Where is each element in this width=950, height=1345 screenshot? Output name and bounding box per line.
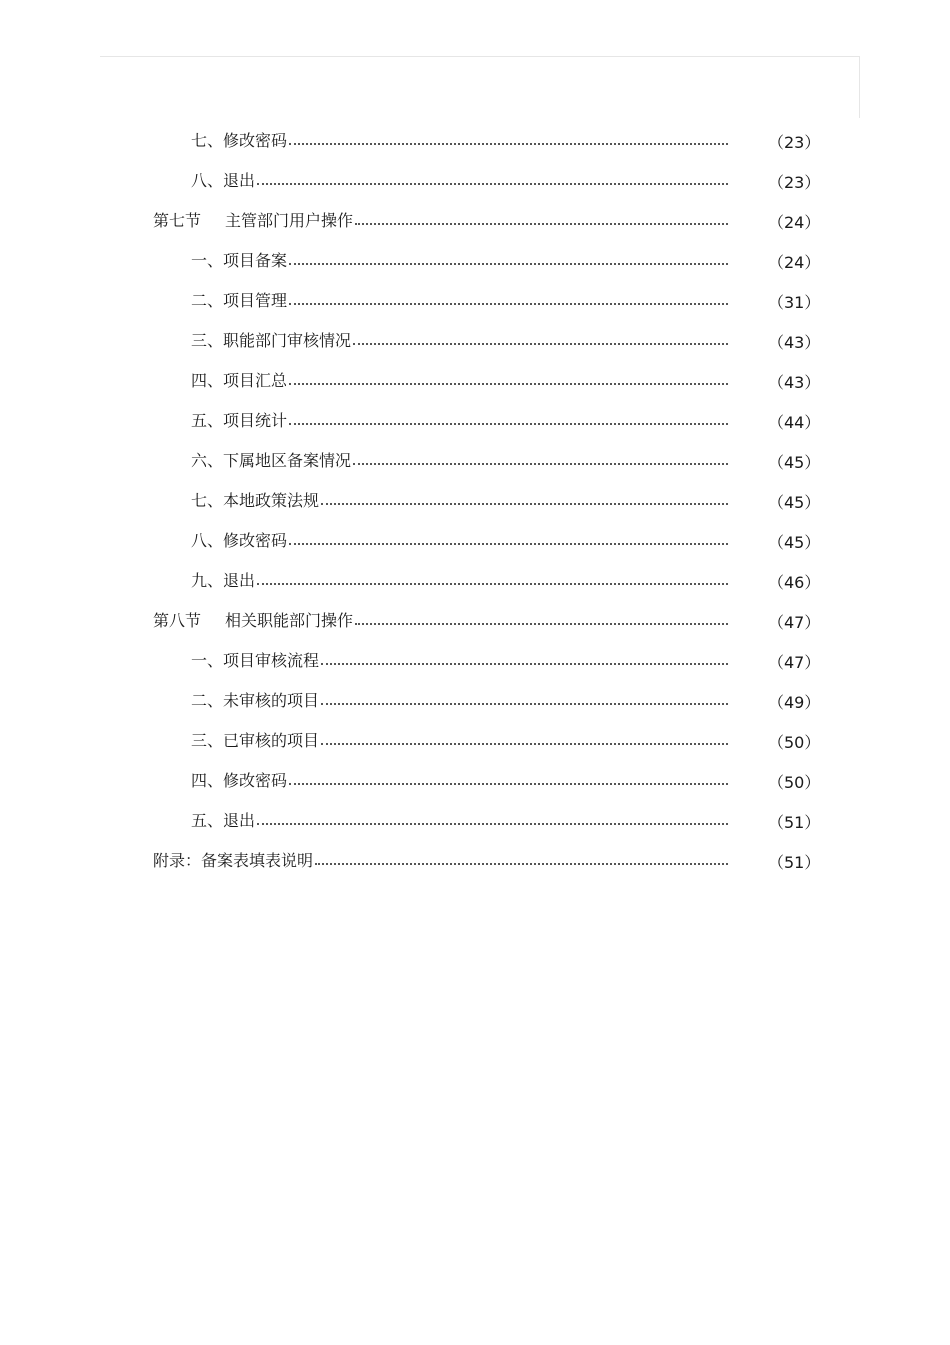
toc-entry-page-number: （43） — [768, 332, 821, 352]
toc-entry-title: 职能部门审核情况 — [223, 331, 352, 350]
toc-entry[interactable] — [191, 561, 255, 601]
toc-entry-number: 八、 — [191, 171, 224, 190]
toc-dot-leader — [353, 343, 728, 345]
toc-entry-number: 三、 — [191, 331, 224, 350]
toc-entry-title: 备案表填表说明 — [201, 851, 314, 870]
toc-entry-page-number: （24） — [768, 252, 821, 272]
toc-entry-number: 附录： — [153, 851, 202, 870]
toc-entry-title: 退出 — [223, 571, 256, 590]
toc-entry-title: 相关职能部门操作 — [225, 611, 354, 630]
toc-entry[interactable] — [191, 521, 287, 561]
toc-entry-page-number: （45） — [768, 492, 821, 512]
toc-entry-page-number: （49） — [768, 692, 821, 712]
toc-dot-leader — [355, 623, 728, 625]
toc-entry-page-number: （47） — [768, 612, 821, 632]
toc-entry-number: 第七节 — [153, 211, 202, 230]
toc-dot-leader — [289, 543, 728, 545]
toc-entry-title: 项目审核流程 — [223, 651, 320, 670]
toc-entry[interactable] — [153, 201, 353, 241]
toc-entry-title: 未审核的项目 — [223, 691, 320, 710]
toc-entry-number: 七、 — [191, 491, 224, 510]
toc-entry-page-number: （23） — [768, 132, 821, 152]
toc-entry-page-number: （47） — [768, 652, 821, 672]
toc-entry[interactable] — [153, 601, 353, 641]
toc-entry-number: 九、 — [191, 571, 224, 590]
toc-dot-leader — [355, 223, 728, 225]
toc-entry[interactable] — [191, 321, 351, 361]
toc-entry-page-number: （50） — [768, 772, 821, 792]
toc-dot-leader — [321, 743, 728, 745]
toc-entry-number: 七、 — [191, 131, 224, 150]
toc-entry-title: 项目统计 — [223, 411, 288, 430]
toc-entry-page-number: （46） — [768, 572, 821, 592]
toc-entry[interactable] — [191, 801, 255, 841]
toc-entry-title: 项目汇总 — [223, 371, 288, 390]
toc-entry[interactable] — [191, 401, 287, 441]
toc-entry[interactable] — [191, 281, 287, 321]
toc-entry-number: 五、 — [191, 411, 224, 430]
toc-entry-number: 一、 — [191, 651, 224, 670]
toc-dot-leader — [289, 383, 728, 385]
toc-entry-number: 五、 — [191, 811, 224, 830]
toc-entry[interactable] — [191, 361, 287, 401]
toc-entry-title: 本地政策法规 — [223, 491, 320, 510]
toc-entry-page-number: （45） — [768, 452, 821, 472]
page-frame-border — [100, 56, 860, 118]
toc-entry-number: 二、 — [191, 691, 224, 710]
toc-entry-number: 二、 — [191, 291, 224, 310]
toc-entry[interactable] — [191, 441, 351, 481]
toc-dot-leader — [289, 423, 728, 425]
toc-entry-title: 退出 — [223, 171, 256, 190]
toc-dot-leader — [321, 503, 728, 505]
toc-entry-title: 项目备案 — [223, 251, 288, 270]
toc-entry-title: 修改密码 — [223, 771, 288, 790]
toc-entry-title: 退出 — [223, 811, 256, 830]
toc-dot-leader — [289, 263, 728, 265]
toc-dot-leader — [289, 783, 728, 785]
toc-entry-page-number: （31） — [768, 292, 821, 312]
toc-entry[interactable] — [191, 761, 287, 801]
toc-entry[interactable] — [191, 241, 287, 281]
toc-entry-number: 第八节 — [153, 611, 202, 630]
toc-entry[interactable] — [191, 121, 287, 161]
toc-entry-page-number: （24） — [768, 212, 821, 232]
toc-entry-title: 主管部门用户操作 — [225, 211, 354, 230]
toc-entry-title: 已审核的项目 — [223, 731, 320, 750]
toc-entry[interactable] — [191, 641, 319, 681]
toc-entry-page-number: （23） — [768, 172, 821, 192]
toc-entry[interactable] — [191, 721, 319, 761]
toc-entry-page-number: （50） — [768, 732, 821, 752]
toc-entry-page-number: （43） — [768, 372, 821, 392]
toc-dot-leader — [257, 823, 728, 825]
toc-dot-leader — [289, 143, 728, 145]
toc-entry[interactable] — [153, 841, 313, 881]
toc-entry-number: 八、 — [191, 531, 224, 550]
toc-dot-leader — [321, 703, 728, 705]
toc-entry-page-number: （45） — [768, 532, 821, 552]
toc-entry-title: 修改密码 — [223, 131, 288, 150]
toc-entry-number: 四、 — [191, 371, 224, 390]
toc-entry-number: 四、 — [191, 771, 224, 790]
toc-entry[interactable] — [191, 681, 319, 721]
toc-entry-title: 项目管理 — [223, 291, 288, 310]
toc-dot-leader — [353, 463, 728, 465]
toc-entry-page-number: （44） — [768, 412, 821, 432]
toc-dot-leader — [315, 863, 728, 865]
toc-dot-leader — [321, 663, 728, 665]
toc-dot-leader — [289, 303, 728, 305]
toc-entry-title: 修改密码 — [223, 531, 288, 550]
toc-entry-number: 一、 — [191, 251, 224, 270]
toc-dot-leader — [257, 583, 728, 585]
toc-entry[interactable] — [191, 481, 319, 521]
toc-entry-number: 三、 — [191, 731, 224, 750]
toc-entry-page-number: （51） — [768, 852, 821, 872]
toc-entry-title: 下属地区备案情况 — [223, 451, 352, 470]
toc-entry[interactable] — [191, 161, 255, 201]
toc-entry-number: 六、 — [191, 451, 224, 470]
toc-entry-page-number: （51） — [768, 812, 821, 832]
toc-dot-leader — [257, 183, 728, 185]
